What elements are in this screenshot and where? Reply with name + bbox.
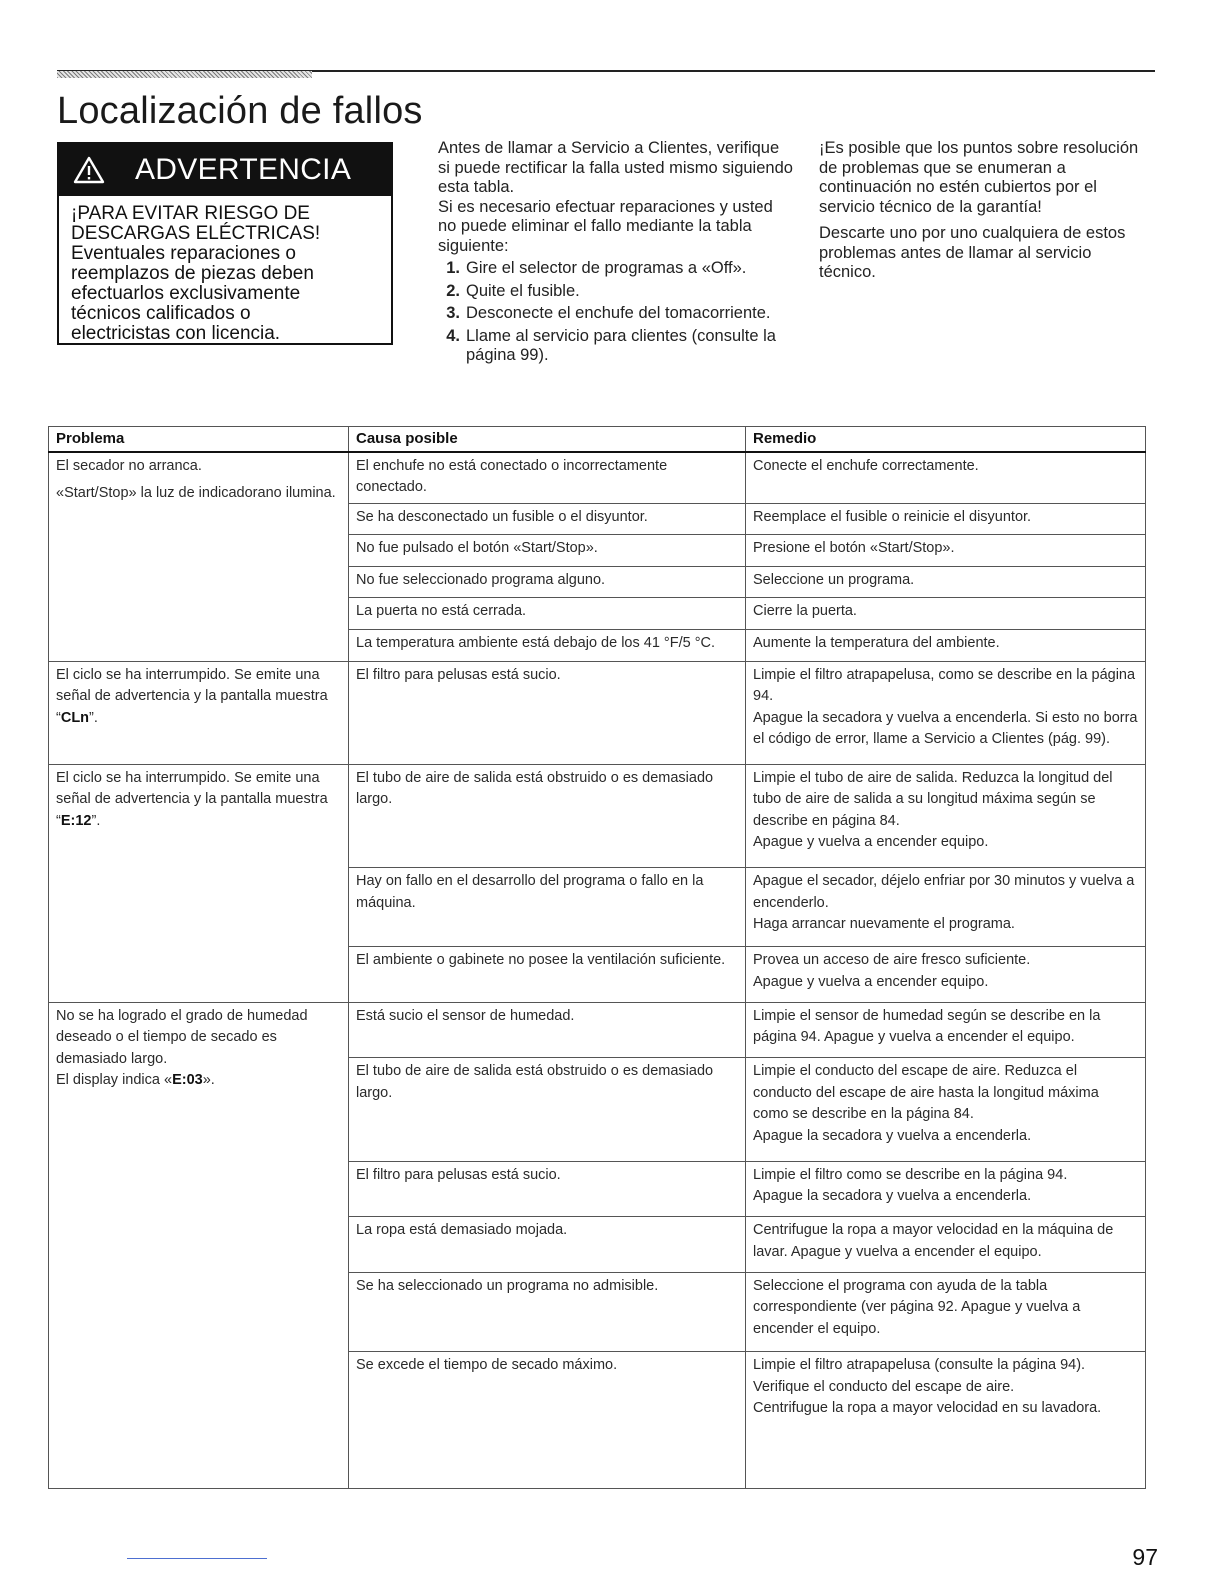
problem-cell: [49, 1002, 349, 1488]
header-problem: Problema: [49, 427, 349, 452]
warning-line: DESCARGAS ELÉCTRICAS!: [71, 223, 321, 244]
remedy-cell: Seleccione un programa.: [746, 566, 1146, 598]
intro-column-right: [819, 139, 1149, 283]
remedy-cell: Centrifugue la ropa a mayor velocidad en la máquina de lavar. Apague y vuelva a encender el equipo.: [746, 1217, 1146, 1272]
remedy-cell: Conecte el enchufe correctamente.: [746, 452, 1146, 504]
cause-cell: Se ha seleccionado un programa no admisible.: [349, 1272, 746, 1351]
remedy-cell: Apague el secador, déjelo enfriar por 30 minutos y vuelva a encenderlo. Haga arrancar nuevamente el programa.: [746, 868, 1146, 947]
step-number: 4.: [446, 326, 460, 345]
error-code: CLn: [60, 709, 90, 726]
header-cause: Causa posible: [349, 427, 746, 452]
warning-header: [59, 144, 391, 196]
page-number: 97: [1132, 1544, 1158, 1570]
cause-cell: No fue pulsado el botón «Start/Stop».: [349, 535, 746, 567]
step-number: 2.: [446, 281, 460, 300]
table-row: [49, 1002, 1146, 1057]
problem-text: El display indica «: [56, 1072, 173, 1089]
cause-cell: Se ha desconectado un fusible o el disyuntor.: [349, 503, 746, 535]
steps-list: [438, 259, 793, 366]
intro-paragraph-4: Descarte uno por uno cualquiera de estos problemas antes de llamar al servicio técnico.: [819, 224, 1126, 281]
error-code: E:12: [60, 812, 92, 829]
step-text: Desconecte el enchufe del tomacorriente.: [466, 304, 771, 322]
cause-cell: La puerta no está cerrada.: [349, 598, 746, 630]
header-remedy: Remedio: [746, 427, 1146, 452]
warning-title: ADVERTENCIA: [135, 153, 352, 186]
cause-cell: La temperatura ambiente está debajo de los 41 °F/5 °C.: [349, 630, 746, 662]
cause-cell: Hay on fallo en el desarrollo del programa o fallo en la máquina.: [349, 868, 746, 947]
footer-line: [127, 1558, 267, 1559]
intro-column-middle: [438, 139, 793, 366]
warning-triangle-icon: [73, 155, 105, 185]
intro-paragraph-3: ¡Es posible que los puntos sobre resolución de problemas que se enumeran a continuación no estén cubiertos por el servicio técnico de la garantía!: [819, 139, 1139, 216]
warning-line: reemplazos de piezas deben: [71, 263, 314, 284]
remedy-cell: Limpie el filtro atrapapelusa, como se describe en la página 94. Apague la secadora y vuelva a encenderla. Si esto no borra el código de error, llame a Servicio a Clientes (pág. 99).: [746, 661, 1146, 764]
remedy-cell: Limpie el tubo de aire de salida. Reduzca la longitud del tubo de aire de salida a su longitud máxima según se describe en página 84. Apague y vuelva a encender equipo.: [746, 764, 1146, 867]
step-item: [438, 304, 793, 324]
cause-cell: La ropa está demasiado mojada.: [349, 1217, 746, 1272]
problem-text: El ciclo se ha interrumpido. Se emite una señal de advertencia y la pantalla muestra “: [56, 769, 328, 829]
remedy-cell: Seleccione el programa con ayuda de la tabla correspondiente (ver página 92. Apague y vuelva a encender el equipo.: [746, 1272, 1146, 1351]
remedy-cell: Cierre la puerta.: [746, 598, 1146, 630]
cause-cell: El ambiente o gabinete no posee la ventilación suficiente.: [349, 947, 746, 1002]
problem-text-line: [56, 1070, 341, 1092]
step-item: [438, 259, 793, 279]
problem-cell: [49, 764, 349, 1002]
error-code: E:03: [172, 1072, 203, 1089]
step-number: 3.: [446, 304, 460, 322]
remedy-cell: Presione el botón «Start/Stop».: [746, 535, 1146, 567]
remedy-cell: Provea un acceso de aire fresco suficiente. Apague y vuelva a encender equipo.: [746, 947, 1146, 1002]
table-row: [49, 661, 1146, 764]
cause-cell: El enchufe no está conectado o incorrectamente conectado.: [349, 452, 746, 504]
remedy-cell: Limpie el sensor de humedad según se describe en la página 94. Apague y vuelva a encender el equipo.: [746, 1002, 1146, 1057]
remedy-cell: Limpie el filtro como se describe en la página 94. Apague la secadora y vuelva a encenderla.: [746, 1161, 1146, 1216]
step-item: [438, 282, 793, 302]
step-text: Gire el selector de programas a «Off».: [466, 259, 747, 277]
problem-text: El secador no arranca.: [56, 457, 202, 474]
cause-cell: Está sucio el sensor de humedad.: [349, 1002, 746, 1057]
remedy-cell: Limpie el filtro atrapapelusa (consulte la página 94). Verifique el conducto del escape de aire. Centrifugue la ropa a mayor velocidad en su lavadora.: [746, 1352, 1146, 1489]
warning-line: Eventuales reparaciones o: [71, 243, 296, 264]
cause-cell: No fue seleccionado programa alguno.: [349, 566, 746, 598]
step-item: [438, 327, 793, 366]
problem-text: No se ha logrado el grado de humedad deseado o el tiempo de secado es demasiado largo.: [56, 1007, 308, 1067]
problem-text: «Start/Stop» la luz de indicadorano ilumina.: [56, 485, 336, 501]
remedy-cell: Reemplace el fusible o reinicie el disyuntor.: [746, 503, 1146, 535]
warning-box: [57, 142, 393, 345]
problem-text-end: ».: [202, 1072, 215, 1089]
problem-cell: [49, 661, 349, 764]
warning-line: ¡PARA EVITAR RIESGO DE: [71, 203, 310, 224]
warning-line: efectuarlos exclusivamente: [71, 283, 301, 304]
step-number: 1.: [446, 259, 460, 277]
warning-line: electricistas con licencia.: [71, 323, 281, 344]
table-header-row: [49, 427, 1146, 452]
intro-paragraph-1: Antes de llamar a Servicio a Clientes, verifique si puede rectificar la falla usted mismo siguiendo esta tabla.: [438, 139, 793, 196]
table-row: [49, 764, 1146, 867]
warning-text: [59, 196, 391, 344]
remedy-cell: Aumente la temperatura del ambiente.: [746, 630, 1146, 662]
cause-cell: Se excede el tiempo de secado máximo.: [349, 1352, 746, 1489]
table-row: [49, 452, 1146, 504]
remedy-cell: Limpie el conducto del escape de aire. Reduzca el conducto del escape de aire hasta la longitud máxima como se describe en la página 84. Apague la secadora y vuelva a encenderla.: [746, 1058, 1146, 1161]
problem-text-end: ”.: [89, 709, 98, 726]
page-title: Localización de fallos: [57, 90, 423, 132]
header-hatch-bar: [57, 71, 312, 78]
step-text: Quite el fusible.: [466, 281, 580, 300]
intro-paragraph-2: Si es necesario efectuar reparaciones y usted no puede eliminar el fallo mediante la tabla siguiente:: [438, 197, 773, 255]
cause-cell: El filtro para pelusas está sucio.: [349, 1161, 746, 1216]
cause-cell: El tubo de aire de salida está obstruido o es demasiado largo.: [349, 764, 746, 867]
problem-cell: [49, 452, 349, 662]
troubleshooting-table: [48, 426, 1146, 1489]
step-text: Llame al servicio para clientes (consulte la página 99).: [466, 326, 776, 364]
cause-cell: El filtro para pelusas está sucio.: [349, 661, 746, 764]
cause-cell: El tubo de aire de salida está obstruido o es demasiado largo.: [349, 1058, 746, 1161]
problem-text-end: ”.: [91, 812, 101, 829]
problem-text: El ciclo se ha interrumpido. Se emite una señal de advertencia y la pantalla muestra “: [56, 666, 328, 726]
warning-line: técnicos calificados o: [71, 303, 251, 324]
